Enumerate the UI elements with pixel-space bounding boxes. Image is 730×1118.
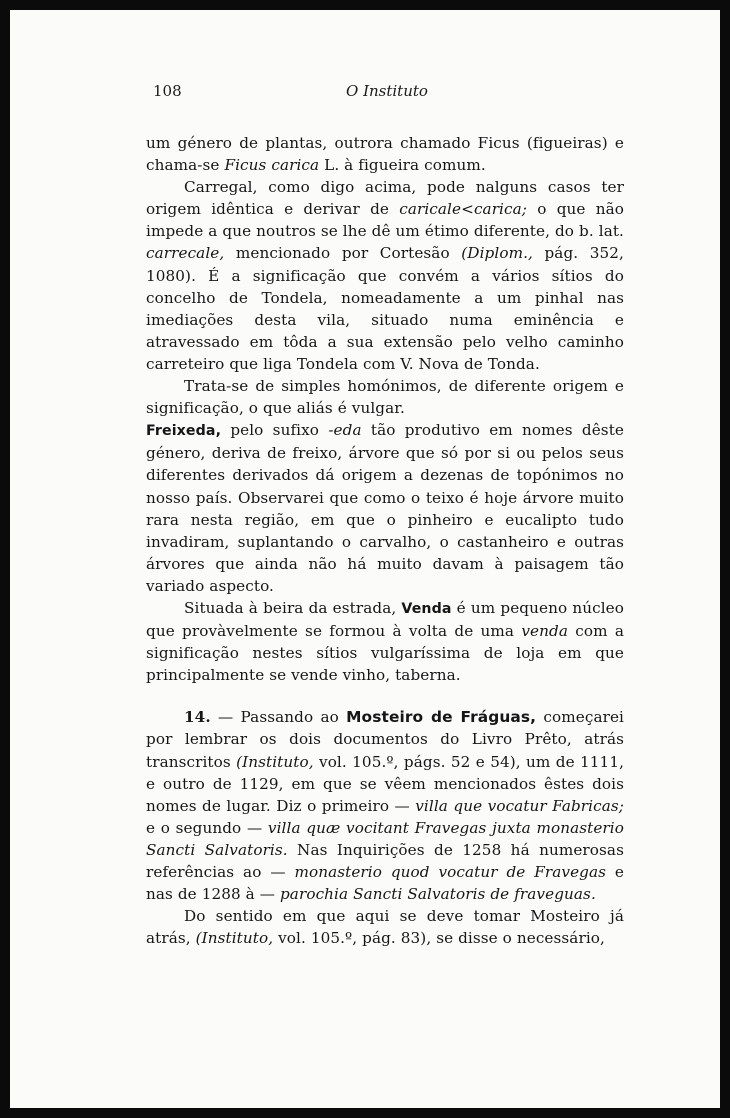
text-run: com a significação nestes sítios vulgaríssima de loja em que principalmente se vende vinho, taberna. bbox=[146, 622, 624, 685]
place-name-venda: Venda bbox=[401, 600, 452, 617]
paragraph-1 bbox=[146, 132, 624, 176]
text-run: o que não impede a que noutros se lhe dê um étimo diferente, do b. lat. bbox=[146, 200, 624, 241]
italic-term: carica; bbox=[473, 200, 527, 219]
text-run: L. à figueira comum. bbox=[319, 156, 486, 175]
etymology-sign: < bbox=[461, 200, 474, 219]
text-run: é um pequeno núcleo que provàvelmente se formou à volta de uma bbox=[146, 598, 624, 641]
paragraph-7 bbox=[146, 905, 624, 949]
text-run: tão produtivo em nomes dêste género, deriva de freixo, árvore que só por si ou pelos seus diferentes derivados dá origem a dezenas de topónimos no nosso país. Observarei que como o teixo é hoje árvore muito rara nesta região, em que o pinheiro e eucalipto tudo invadiram, suplantando o carvalho, o castanheiro e outras árvores que ainda não há muito davam à paisagem tão variado aspecto. bbox=[146, 421, 624, 595]
italic-term: carrecale, bbox=[146, 244, 225, 263]
text-run: Nas Inquirições de 1258 há numerosas referências ao — bbox=[146, 840, 624, 881]
italic-term: venda bbox=[521, 622, 568, 641]
text-run: Do sentido em que aqui se deve tomar Mosteiro já atrás, bbox=[146, 907, 624, 948]
paragraph-5 bbox=[146, 597, 624, 686]
text-run: Trata-se de simples homónimos, de diferente origem e significação, o que aliás é vulgar. bbox=[146, 377, 624, 418]
text-run: e nas de 1288 à — bbox=[146, 863, 624, 904]
document-page bbox=[10, 10, 720, 1108]
paragraph-2 bbox=[146, 176, 624, 375]
text-run: pelo sufixo bbox=[221, 421, 329, 440]
text-run: Situada à beira da estrada, bbox=[184, 598, 402, 617]
italic-term: Ficus carica bbox=[224, 156, 320, 175]
italic-citation: (Instituto, bbox=[236, 752, 314, 771]
latin-quote: villa quæ vocitant Fravegas juxta monasterio Sancti Salvatoris. bbox=[146, 818, 624, 859]
paragraph-3 bbox=[146, 375, 624, 419]
place-name-mosteiro-de-fraguas: Mosteiro de Fráguas, bbox=[346, 708, 537, 727]
text-run: Carregal, como digo acima, pode nalguns casos ter origem idêntica e derivar de bbox=[146, 178, 624, 219]
italic-citation: (Diplom., bbox=[461, 244, 533, 263]
italic-term: caricale bbox=[399, 200, 462, 219]
paragraph-6 bbox=[146, 706, 624, 905]
text-run: vol. 105.º, pág. 83), se disse o necessário, bbox=[273, 929, 605, 948]
text-run: e o segundo — bbox=[146, 818, 268, 837]
running-title: O Instituto bbox=[346, 82, 428, 100]
page-header bbox=[10, 72, 720, 102]
text-run: pág. 352, 1080). É a significação que convém a vários sítios do concelho de Tondela, nomeadamente a um pinhal nas imediações desta vila, situado numa eminência e atravessado em tôda a sua extensão pelo velho caminho carreteiro que liga Tondela com V. Nova de Tonda. bbox=[146, 244, 624, 373]
text-run: vol. 105.º, págs. 52 e 54), um de 1111, e outro de 1129, em que se vêem mencionados êstes dois nomes de lugar. Diz o primeiro — bbox=[146, 752, 625, 815]
text-run: começarei por lembrar os dois documentos do Livro Prêto, atrás transcritos bbox=[146, 708, 625, 771]
latin-quote: monasterio quod vocatur de Fravegas bbox=[294, 863, 607, 881]
text-run: um género de plantas, outrora chamado Ficus (figueiras) e chama-se bbox=[146, 134, 624, 175]
italic-citation: (Instituto, bbox=[195, 929, 274, 948]
section-number: 14. bbox=[184, 708, 211, 727]
latin-quote: villa que vocatur Fabricas; bbox=[415, 796, 624, 815]
place-name-freixeda: Freixeda, bbox=[146, 423, 222, 440]
italic-term: -eda bbox=[328, 421, 362, 440]
text-run: mencionado por Cortesão bbox=[224, 244, 462, 263]
paragraph-4 bbox=[146, 419, 624, 597]
text-run: — Passando ao bbox=[210, 708, 347, 727]
latin-quote: parochia Sancti Salvatoris de fraveguas. bbox=[279, 885, 596, 904]
text-body bbox=[146, 132, 624, 949]
page-number: 108 bbox=[153, 82, 182, 100]
